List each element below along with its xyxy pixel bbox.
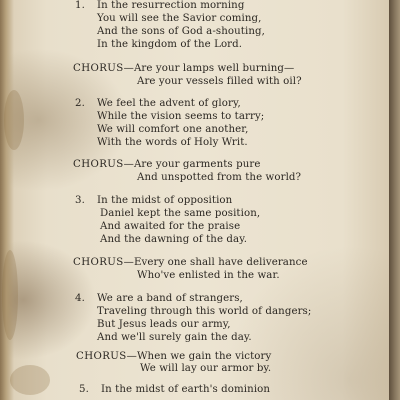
verse-line: You will see the Savior coming, xyxy=(97,13,262,24)
chorus-line: CHORUS—Are your garments pure xyxy=(73,159,261,170)
torn-left-edge xyxy=(0,0,14,400)
verse-line: And awaited for the praise xyxy=(100,221,241,232)
chorus-line: Are your vessels filled with oil? xyxy=(137,76,302,87)
verse-line: We will comfort one another, xyxy=(97,124,249,135)
chorus-line: Who've enlisted in the war. xyxy=(137,270,280,281)
chorus-label: CHORUS xyxy=(76,351,127,362)
paper-stain xyxy=(2,250,18,340)
verse-line: And the sons of God a-shouting, xyxy=(97,26,265,37)
verse-line: 1. In the resurrection morning xyxy=(75,0,245,11)
verse-line: 2. We feel the advent of glory, xyxy=(75,98,241,109)
chorus-label: CHORUS xyxy=(73,63,124,74)
verse-line: But Jesus leads our army, xyxy=(97,319,231,330)
verse-number: 2. xyxy=(75,98,85,109)
verse-number: 5. xyxy=(79,384,89,395)
verse-line: In the kingdom of the Lord. xyxy=(97,39,243,50)
verse-line: While the vision seems to tarry; xyxy=(97,111,265,122)
chorus-line: And unspotted from the world? xyxy=(137,172,302,183)
chorus-label: CHORUS xyxy=(73,257,124,268)
verse-line: Daniel kept the same position, xyxy=(100,208,261,219)
verse-line: 4. We are a band of strangers, xyxy=(75,293,243,304)
verse-number: 3. xyxy=(75,195,85,206)
paper-stain xyxy=(4,90,24,150)
chorus-line: CHORUS—Are your lamps well burning— xyxy=(73,63,295,74)
verse-number: 4. xyxy=(75,293,85,304)
verse-line: With the words of Holy Writ. xyxy=(97,137,248,148)
verse-line: 3. In the midst of opposition xyxy=(75,195,233,206)
verse-number: 1. xyxy=(75,0,85,11)
paper-stain xyxy=(10,365,50,395)
chorus-line: CHORUS—Every one shall have deliverance xyxy=(73,257,308,268)
verse-line: 5. In the midst of earth's dominion xyxy=(79,384,271,395)
verse-line: And the dawning of the day. xyxy=(100,234,248,245)
verse-line: And we'll surely gain the day. xyxy=(97,332,252,343)
chorus-line: CHORUS—When we gain the victory xyxy=(76,351,272,362)
chorus-line: We will lay our armor by. xyxy=(140,363,272,374)
chorus-label: CHORUS xyxy=(73,159,124,170)
verse-line: Traveling through this world of dangers; xyxy=(97,306,312,317)
page-right-edge xyxy=(389,0,400,400)
